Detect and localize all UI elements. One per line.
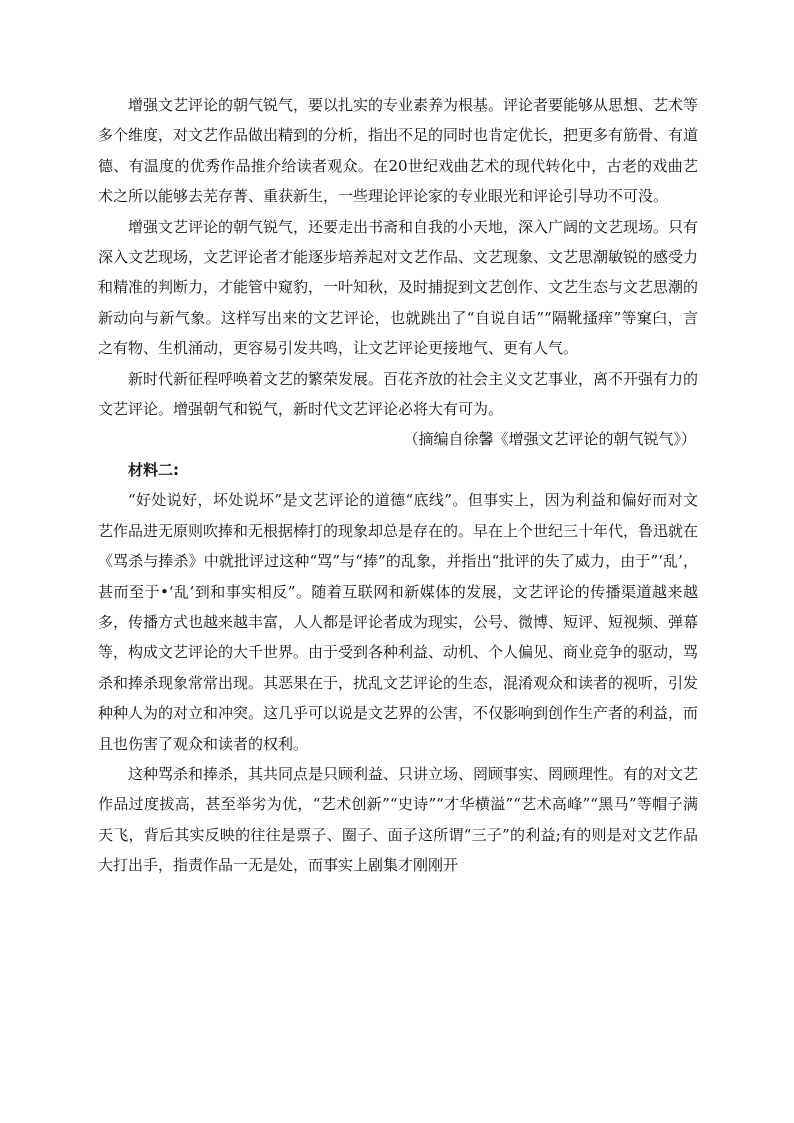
paragraph: 这种骂杀和捧杀，其共同点是只顾利益、只讲立场、罔顾事实、罔顾理性。有的对文艺作品过度拔高，甚至举劣为优，“艺术创新”“史诗”“才华横溢”“艺术高峰”“黑马”等帽子满天飞，背后其实反映的往往是票子、圈子、面子这所谓“三子”的利益;有的则是对文艺作品大打出手，指责作品一无是处，而事实上剧集才刚刚开 <box>98 764 699 875</box>
article-body <box>98 90 698 881</box>
paragraph: 新时代新征程呼唤着文艺的繁荣发展。百花齐放的社会主义文艺事业，离不开强有力的文艺评论。增强朝气和锐气，新时代文艺评论必将大有可为。 <box>98 369 699 419</box>
section-heading: 材料二: <box>128 460 179 479</box>
source-attribution: （摘编自徐馨《增强文艺评论的朝气锐气》） <box>403 430 696 449</box>
paragraph: 增强文艺评论的朝气锐气，要以扎实的专业素养为根基。评论者要能够从思想、艺术等多个维度，对文艺作品做出精到的分析，指出不足的同时也肯定优长，把更多有筋骨、有道德、有温度的优秀作品推介给读者观众。在20世纪戏曲艺术的现代转化中，古老的戏曲艺术之所以能够去芜存菁、重获新生，一些理论评论家的专业眼光和评论引导功不可没。 <box>98 96 699 206</box>
paragraph: 增强文艺评论的朝气锐气，还要走出书斋和自我的小天地，深入广阔的文艺现场。只有深入文艺现场，文艺评论者才能逐步培养起对文艺作品、文艺现象、文艺思潮敏锐的感受力和精准的判断力，才能管中窥豹，一叶知秋，及时捕捉到文艺创作、文艺生态与文艺思潮的新动向与新气象。这样写出来的文艺评论，也就跳出了“自说自话”“隔靴搔痒”等窠臼，言之有物、生机涌动，更容易引发共鸣，让文艺评论更接地气、更有人气。 <box>98 217 699 358</box>
paragraph: “好处说好，坏处说坏”是文艺评论的道德“底线”。但事实上，因为利益和偏好而对文艺作品进无原则吹捧和无根据棒打的现象却总是存在的。早在上个世纪三十年代，鲁迅就在《骂杀与捧杀》中就批评过这种“骂”与“捧”的乱象，并指出“批评的失了威力，由于”‘乱’，甚而至于•‘乱’到和事实相反”。随着互联网和新媒体的发展，文艺评论的传播渠道越来越多，传播方式也越来越丰富，人人都是评论者成为现实，公号、微博、短评、短视频、弹幕等，构成文艺评论的大千世界。由于受到各种利益、动机、个人偏见、商业竞争的驱动，骂杀和捧杀现象常常出现。其恶果在于，扰乱文艺评论的生态，混淆观众和读者的视听，引发种种人为的对立和冲突。这几乎可以说是文艺界的公害，不仅影响到创作生产者的利益，而且也伤害了观众和读者的权利。 <box>98 491 699 753</box>
